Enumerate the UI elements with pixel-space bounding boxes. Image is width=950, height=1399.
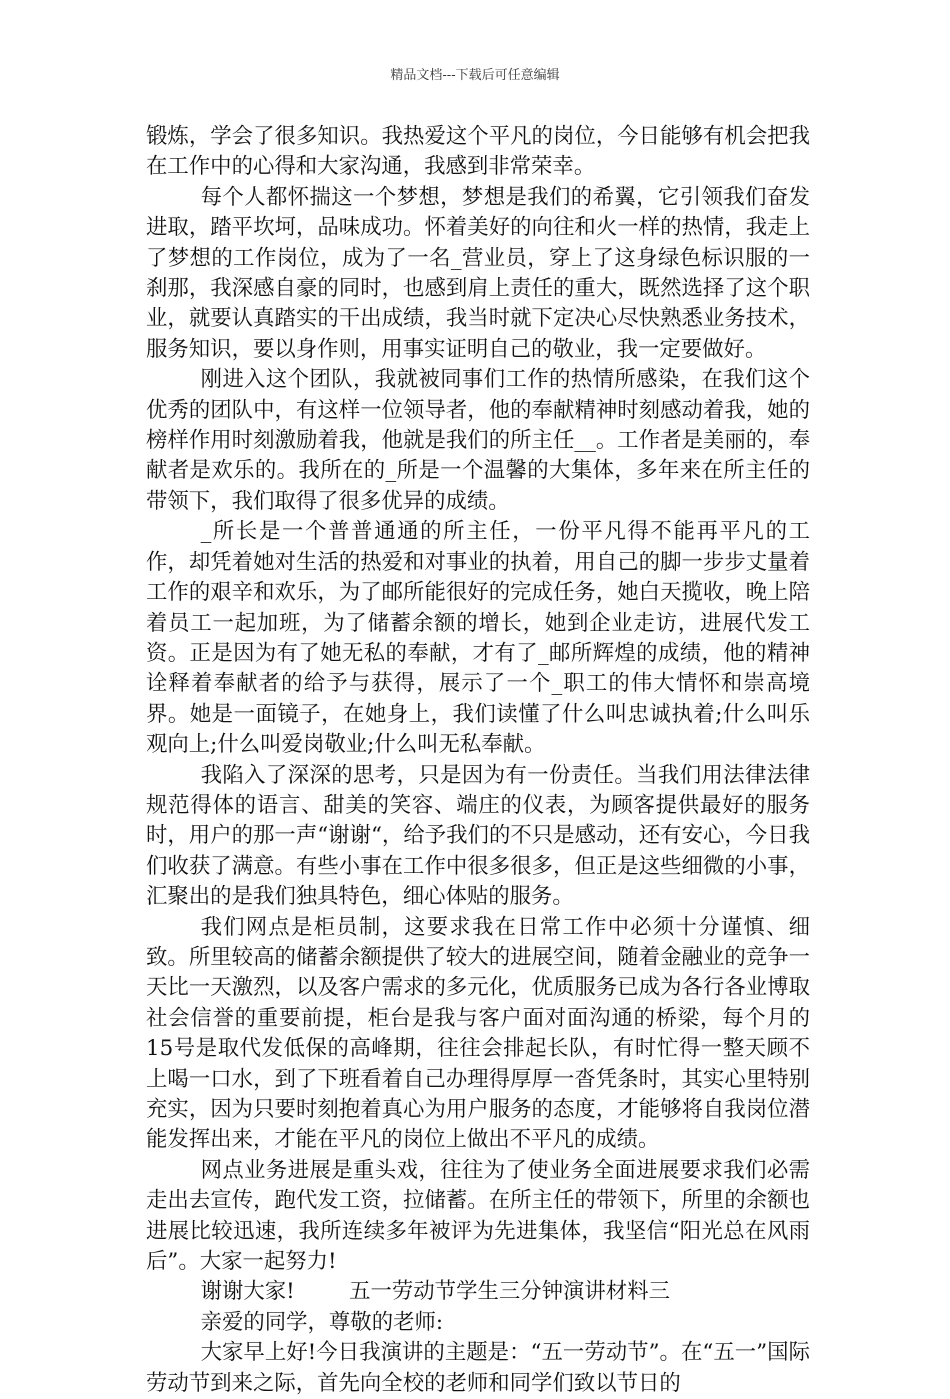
paragraph: _所长是一个普普通通的所主任，一份平凡得不能再平凡的工作，却凭着她对生活的热爱和对事业的执着，用自己的脚一步步丈量着工作的艰辛和欢乐，为了邮所能很好的完成任务，她白天揽收，晚上陪着员工一起加班，为了储蓄余额的增长，她到企业走访，进展代发工资。正是因为有了她无私的奉献，才有了_邮所辉煌的成绩，他的精神诠释着奉献者的给予与获得，展示了一个_职工的伟大情怀和崇高境界。她是一面镜子，在她身上，我们读懂了什么叫忠诚执着;什么叫乐观向上;什么叫爱岗敬业;什么叫无私奉献。	[146, 519, 810, 758]
salutation: 亲爱的同学，尊敬的老师:	[200, 1309, 444, 1335]
paragraph: 每个人都怀揣这一个梦想，梦想是我们的希翼，它引领我们奋发进取，踏平坎坷，品味成功。怀着美好的向往和火一样的热情，我走上了梦想的工作岗位，成为了一名_营业员，穿上了这身绿色标识服的一刹那，我深感自豪的同时，也感到肩上责任的重大，既然选择了这个职业，就要认真踏实的干出成绩，我当时就下定决心尽快熟悉业务技术，服务知识，要以身作则，用事实证明自己的敬业，我一定要做好。	[146, 184, 810, 362]
paragraph: 大家早上好!今日我演讲的主题是：“五一劳动节”。在“五一”国际劳动节到来之际，首先向全校的老师和同学们致以节日的	[146, 1340, 810, 1396]
paragraph: 锻炼，学会了很多知识。我热爱这个平凡的岗位，今日能够有机会把我在工作中的心得和大家沟通，我感到非常荣幸。	[146, 124, 810, 180]
paragraph: 我们网点是柜员制，这要求我在日常工作中必须十分谨慎、细致。所里较高的储蓄余额提供了较大的进展空间，随着金融业的竞争一天比一天激烈，以及客户需求的多元化，优质服务已成为各行各业博取社会信誉的重要前提，柜台是我与客户面对面沟通的桥梁，每个月的15号是取代发低保的高峰期，往往会排起长队，有时忙得一整天顾不上喝一口水，到了下班看着自己办理得厚厚一沓凭条时，其实心里特别充实，因为只要时刻抱着真心为用户服务的态度，才能够将自我岗位潜能发挥出来，才能在平凡的岗位上做出不平凡的成绩。	[146, 914, 810, 1153]
document-body	[146, 122, 810, 1399]
paragraph: 我陷入了深深的思考，只是因为有一份责任。当我们用法律法律规范得体的语言、甜美的笑容、端庄的仪表，为顾客提供最好的服务时，用户的那一声“谢谢“，给予我们的不只是感动，还有安心，今日我们收获了满意。有些小事在工作中很多很多，但正是这些细微的小事，汇聚出的是我们独具特色，细心体贴的服务。	[146, 762, 810, 910]
closing-and-title-line: 谢谢大家! 五一劳动节学生三分钟演讲材料三	[200, 1279, 670, 1305]
paragraph: 刚进入这个团队，我就被同事们工作的热情所感染，在我们这个优秀的团队中，有这样一位领导者，他的奉献精神时刻感动着我，她的榜样作用时刻激励着我，他就是我们的所主任__。工作者是美丽的，奉献者是欢乐的。我所在的_所是一个温馨的大集体，多年来在所主任的带领下，我们取得了很多优异的成绩。	[146, 367, 810, 514]
page-header: 精品文档---下载后可任意编辑	[390, 68, 560, 83]
paragraph: 网点业务进展是重头戏，往往为了使业务全面进展要求我们必需走出去宣传，跑代发工资，拉储蓄。在所主任的带领下，所里的余额也进展比较迅速，我所连续多年被评为先进集体，我坚信“阳光总在风雨后”。大家一起努力!	[146, 1157, 810, 1275]
